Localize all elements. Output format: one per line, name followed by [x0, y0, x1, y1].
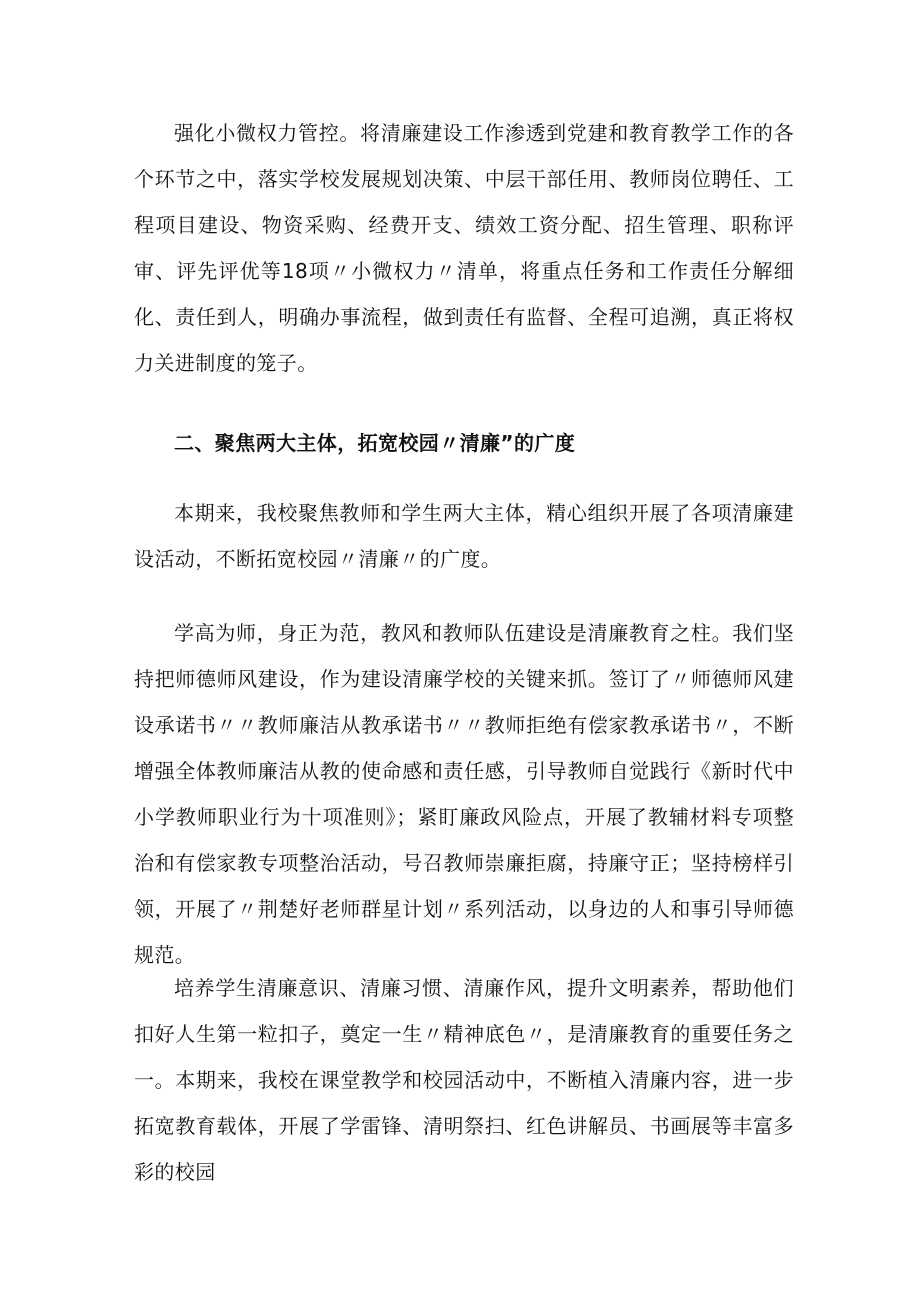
paragraph-power-control: 强化小微权力管控。将清廉建设工作渗透到党建和教育教学工作的各个环节之中，落实学校发展规划决策、中层干部任用、教师岗位聘任、工程项目建设、物资采购、经费开支、绩效工资分配、招生管理、职称评审、评先评优等18项〃小微权力〃清单，将重点任务和工作责任分解细化、责任到人，明确办事流程，做到责任有监督、全程可追溯，真正将权力关进制度的笼子。: [134, 121, 794, 375]
paragraph-teacher-ethics: 学高为师，身正为范，教风和教师队伍建设是清廉教育之柱。我们坚持把师德师风建设，作为建设清廉学校的关键来抓。签订了〃师德师风建设承诺书〃〃教师廉洁从教承诺书〃〃教师拒绝有偿家教承诺书〃，不断增强全体教师廉洁从教的使命感和责任感，引导教师自觉践行《新时代中小学教师职业行为十项准则》；紧盯廉政风险点，开展了教辅材料专项整治和有偿家教专项整治活动，号召教师崇廉拒腐，持廉守正；坚持榜样引领，开展了〃荆楚好老师群星计划〃系列活动，以身边的人和事引导师德规范。: [134, 621, 794, 967]
section-heading: 二、聚焦两大主体，拓宽校园〃清廉”的广度: [174, 431, 576, 455]
paragraph-student-education: 培养学生清廉意识、清廉习惯、清廉作风，提升文明素养，帮助他们扣好人生第一粒扣子，奠定一生〃精神底色〃，是清廉教育的重要任务之一。本期来，我校在课堂教学和校园活动中，不断植入清廉内容，进一步拓宽教育载体，开展了学雷锋、清明祭扫、红色讲解员、书画展等丰富多彩的校园: [134, 976, 794, 1184]
paragraph-two-subjects: 本期来，我校聚焦教师和学生两大主体，精心组织开展了各项清廉建设活动，不断拓宽校园〃清廉〃的广度。: [134, 501, 794, 571]
